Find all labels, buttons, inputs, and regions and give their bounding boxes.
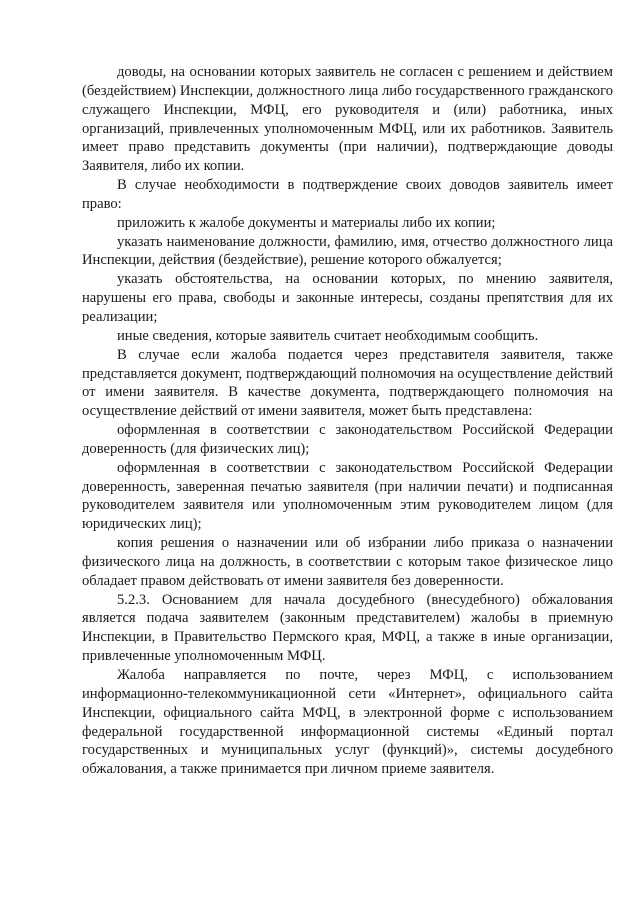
list-item-appointment-decision: копия решения о назначении или об избрании либо приказа о назначении физического лица на должность, в соответствии с которым такое физическое лицо обладает правом действовать от имени заявителя без доверенности. [82, 535, 613, 589]
list-item-attach-documents: приложить к жалобе документы и материалы либо их копии; [117, 214, 496, 231]
paragraph-arguments: доводы, на основании которых заявитель не согласен с решением и действием (бездействием) Инспекции, должностного лица либо государственного гражданского служащего Инспекции, МФЦ, его руководителя и (или) работника, иных организаций, привлеченных уполномоченным МФЦ, или их работников. Заявитель имеет право представить документы (при наличии), подтверждающие доводы Заявителя, либо их копии. [82, 64, 613, 175]
document-body [82, 63, 613, 779]
clause-5-2-3: 5.2.3. Основанием для начала досудебного (внесудебного) обжалования является подача заявителем (законным представителем) жалобы в приемную Инспекции, в Правительство Пермского края, МФЦ, а также в иные организации, привлеченные уполномоченным МФЦ. [82, 591, 613, 665]
list-item-power-of-attorney-individuals: оформленная в соответствии с законодательством Российской Федерации доверенность (для физических лиц); [82, 422, 613, 457]
list-item-specify-official: указать наименование должности, фамилию, имя, отчество должностного лица Инспекции, действия (бездействие), решение которого обжалуется; [82, 233, 613, 269]
paragraph-representative: В случае если жалоба подается через представителя заявителя, также представляется документ, подтверждающий полномочия на осуществление действий от имени заявителя. В качестве документа, подтверждающего полномочия на осуществление действий от имени заявителя, может быть представлена: [82, 346, 613, 420]
paragraph-complaint-channels: Жалоба направляется по почте, через МФЦ, с использованием информационно-телекоммуникационной сети «Интернет», официального сайта Инспекции, официального сайта МФЦ, в электронной форме с использованием федеральной государственной информационной системы «Единый портал государственных и муниципальных услуг (функций)», системы досудебного обжалования, а также принимается при личном приеме заявителя. [82, 667, 613, 778]
list-item-specify-circumstances: указать обстоятельства, на основании которых, по мнению заявителя, нарушены его права, свободы и законные интересы, созданы препятствия для их реализации; [82, 271, 613, 325]
paragraph-right-to-confirm: В случае необходимости в подтверждение своих доводов заявитель имеет право: [82, 177, 613, 212]
list-item-power-of-attorney-legal-entities: оформленная в соответствии с законодательством Российской Федерации доверенность, заверенная печатью заявителя (при наличии печати) и подписанная руководителем заявителя или уполномоченным этим руководителем лицом (для юридических лиц); [82, 459, 613, 533]
list-item-other-info: иные сведения, которые заявитель считает необходимым сообщить. [117, 327, 539, 344]
